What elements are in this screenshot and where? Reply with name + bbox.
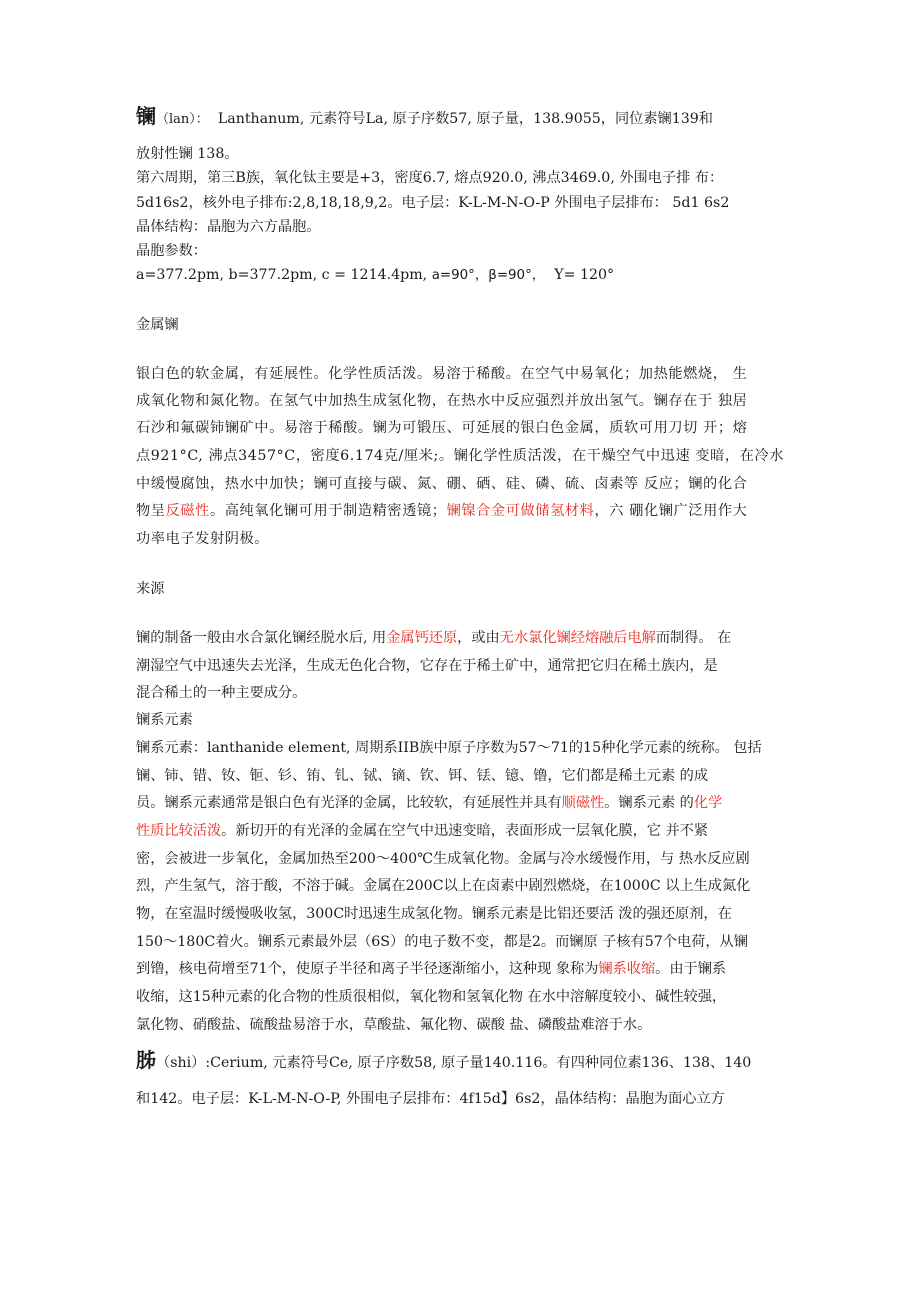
lanthanide-line-8: 150〜180C着火。镧系元素最外层（6S）的电子数不变，都是2。而镧原 子核有57个电荷，从镧 [136, 934, 748, 950]
lanthanum-title-rest: Lanthanum, 元素符号La, 原子序数57, 原子量，138.9055，同位素镧139和 [217, 111, 713, 127]
metal-line-1: 银白色的软金属，有延展性。化学性质活泼。易溶于稀酸。在空气中易氧化；加热能燃烧， 生 [136, 366, 748, 382]
highlight-active-properties: 性质比较活泼 [136, 823, 222, 839]
lanthanide-line-11: 氯化物、硝酸盐、硫酸盐易溶于水，草酸盐、氟化物、碳酸 盐、磷酸盐难溶于水。 [136, 1017, 652, 1033]
lanthanum-line-4: 5d16s2，核外电子排布:2,8,18,18,9,2。电子层：K-L-M-N-O-P 外围电子层排布： 5d1 6s2 [136, 195, 730, 211]
lanthanum-line-3: 第六周期，第三B族，氧化钛主要是+3，密度6.7, 熔点920.0, 沸点3469.0, 外围电子排 布： [136, 170, 724, 186]
lanthanide-line-2: 镧、铈、错、钕、钷、钐、铕、钆、铽、镝、钦、铒、铥、镱、镥，它们都是稀土元素 的成 [136, 768, 709, 784]
lanthanum-line-2: 放射性镧 138。 [136, 146, 239, 162]
lanthanum-title-line [136, 106, 713, 130]
lanthanide-line-3-a: 员。镧系元素通常是银白色有光泽的金属，比较软，有延展性并具有 [136, 795, 562, 811]
params-gamma: Y= 120° [554, 267, 615, 283]
metal-line-6-b: 。高纯氧化镧可用于制造精密透镜； [209, 503, 447, 519]
source-line-1-b: ，或由 [457, 630, 500, 646]
metal-heading: 金属镧 [136, 317, 179, 333]
metal-line-3: 石沙和氟碳铈镧矿中。易溶于稀酸。镧为可锻压、可延展的银白色金属，质软可用刀切 开；熔 [136, 420, 748, 436]
metal-line-2: 成氧化物和氮化物。在氢气中加热生成氢化物，在热水中反应强烈并放出氢气。镧存在于 独居 [136, 393, 748, 409]
highlight-electrolysis: 无水氯化镧经熔融后电解 [499, 630, 656, 646]
lanthanum-cell-params [136, 265, 614, 286]
lanthanide-line-4 [136, 821, 708, 841]
lanthanum-line-5: 晶体结构：晶胞为六方晶胞。 [136, 219, 321, 235]
lanthanide-line-6: 烈，产生氢气，溶于酸，不溶于碱。金属在200C以上在卤素中剧烈燃烧，在1000C 以上生成氮化 [136, 878, 751, 894]
highlight-lanthanide-contraction: 镧系收缩 [598, 961, 656, 977]
highlight-chemical: 化学 [693, 795, 723, 811]
source-line-1 [136, 628, 731, 648]
highlight-calcium-reduction: 金属钙还原 [386, 630, 458, 646]
metal-line-5: 中缓慢腐蚀，热水中加快；镧可直接与碳、氮、硼、硒、硅、磷、硫、卤素等 反应；镧的化合 [136, 476, 748, 492]
source-line-1-a: 镧的制备一般由水合氯化镧经脱水后, 用 [136, 630, 387, 646]
cerium-title-rest: （shi）:Cerium, 元素符号Ce, 原子序数58, 原子量140.116。有四种同位素136、138、140 [156, 1055, 752, 1071]
metal-line-4: 点921°C, 沸点3457°C，密度6.174克/厘米;。镧化学性质活泼，在干燥空气中迅速 变暗，在冷水 [136, 448, 785, 464]
lanthanide-line-4-b: 。新切开的有光泽的金属在空气中迅速变暗，表面形成一层氧化膜，它 并不紧 [221, 823, 709, 839]
lanthanum-title-pinyin: （lan）： [156, 112, 209, 127]
highlight-hydrogen-storage: 镧镍合金可做储氢材料 [446, 503, 595, 519]
lanthanide-line-7: 物，在室温时缓慢吸收氢，300C时迅速生成氢化物。镧系元素是比铝还要活 泼的强还原剂，在 [136, 906, 732, 922]
source-line-2: 潮湿空气中迅速失去光泽，生成无色化合物，它存在于稀土矿中，通常把它归在稀土族内，是 [136, 658, 718, 674]
lanthanide-line-5: 密，会被进一步氧化，金属加热至200〜400℃生成氧化物。金属与冷水缓慢作用，与 热水反应剧 [136, 851, 750, 867]
highlight-paramagnetic: 顺磁性 [561, 795, 605, 811]
lanthanide-line-3-b: 。镧系元素 的 [604, 795, 694, 811]
metal-line-6-a: 物呈 [136, 503, 166, 519]
lanthanide-line-9-b: 。由于镧系 [655, 961, 727, 977]
metal-line-6-c: ，六 硼化镧广泛用作大 [594, 503, 748, 519]
cerium-title-line [136, 1050, 751, 1073]
params-abc: a=377.2pm, b=377.2pm, c = 1214.4pm, [136, 267, 432, 283]
cerium-line-2: 和142。电子层：K-L-M-N-O-P, 外围电子层排布：4f15d】6s2，晶体结构：晶胞为面心立方 [136, 1091, 725, 1107]
params-angles: a=90°，β=90°， [431, 268, 546, 283]
highlight-diamagnetic: 反磁性 [165, 503, 210, 519]
source-heading: 来源 [136, 581, 165, 597]
source-line-1-c: 而制得。 在 [655, 630, 732, 646]
lanthanide-line-9 [136, 959, 726, 979]
lanthanide-line-9-a: 到镥，核电荷增至71个，使原子半径和离子半径逐渐缩小，这种现 象称为 [136, 961, 599, 977]
metal-line-6 [136, 501, 747, 521]
lanthanide-heading: 镧系元素 [136, 712, 193, 728]
lanthanide-line-10: 收缩，这15种元素的化合物的性质很相似，氧化物和氢氧化物 在水中溶解度较小、碱性较强， [136, 989, 727, 1005]
source-line-3: 混合稀土的一种主要成分。 [136, 685, 307, 701]
cerium-title-char: 胏 [136, 1048, 156, 1072]
lanthanide-line-1: 镧系元素：lanthanide element, 周期系IIB族中原子序数为57〜71的15种化学元素的统称。 包括 [136, 740, 762, 756]
lanthanide-line-3 [136, 793, 722, 813]
metal-line-7: 功率电子发射阴极。 [136, 531, 270, 547]
lanthanum-line-6: 晶胞参数： [136, 243, 207, 259]
lanthanum-title-char: 镧 [136, 104, 156, 128]
